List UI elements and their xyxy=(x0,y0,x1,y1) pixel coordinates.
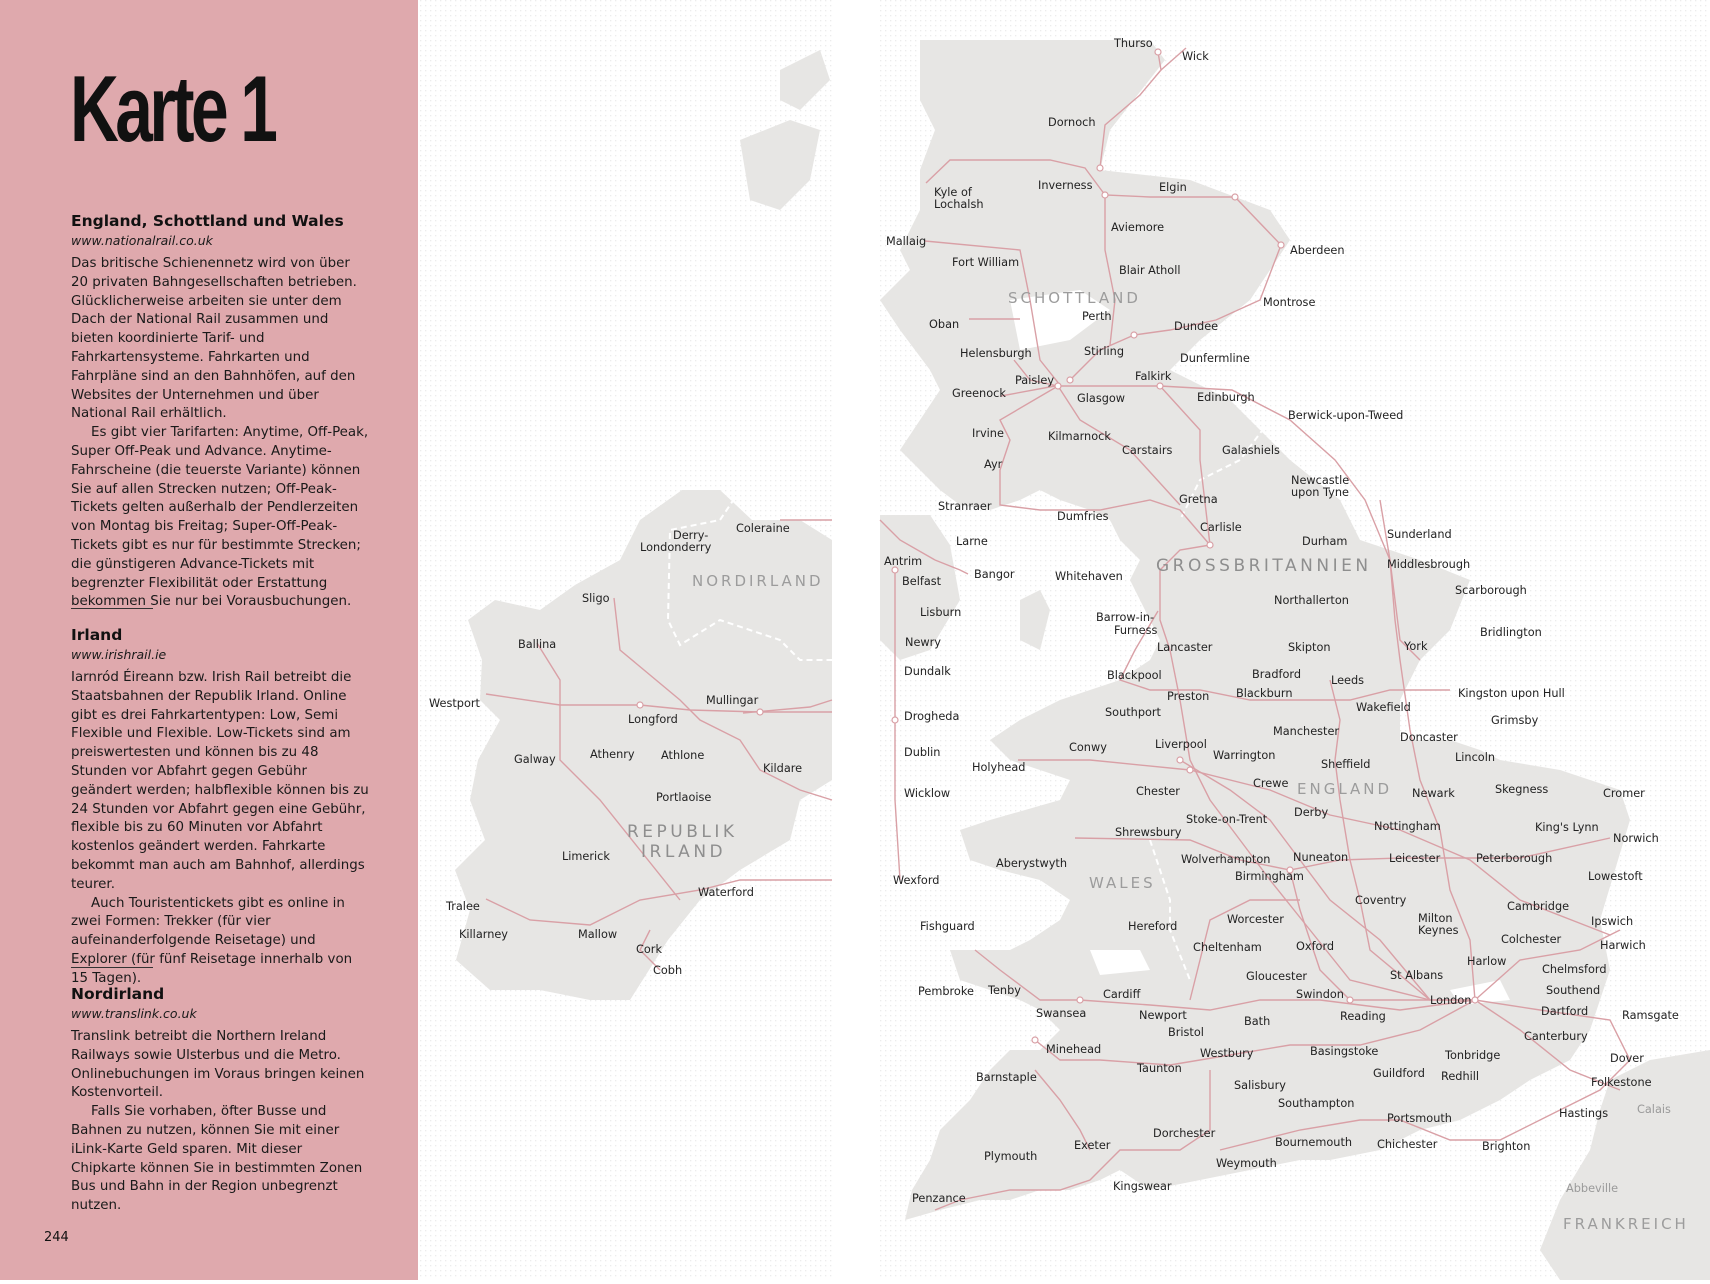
city-label: York xyxy=(1404,640,1428,653)
city-label: Dublin xyxy=(904,746,941,759)
city-label: Mallow xyxy=(578,928,618,941)
city-label: St Albans xyxy=(1390,969,1444,982)
station-marker xyxy=(1232,194,1238,200)
city-label: Tenby xyxy=(988,984,1021,997)
city-label: Milton xyxy=(1418,912,1453,925)
city-label: Newry xyxy=(905,636,941,649)
city-label: Carstairs xyxy=(1122,444,1173,457)
city-label: Basingstoke xyxy=(1310,1045,1379,1058)
city-label: Harwich xyxy=(1600,939,1646,952)
city-label: Stranraer xyxy=(938,500,992,513)
city-label: Oxford xyxy=(1296,940,1335,953)
city-label: Derry- xyxy=(673,529,709,542)
city-label: Portlaoise xyxy=(656,791,712,804)
city-label: Calais xyxy=(1637,1103,1671,1116)
city-label: Greenock xyxy=(952,387,1006,400)
city-label: Penzance xyxy=(912,1192,966,1205)
city-label: Wakefield xyxy=(1356,701,1411,714)
sidebar-panel xyxy=(0,0,418,1280)
station-marker xyxy=(1102,192,1108,198)
city-label: Wicklow xyxy=(904,787,951,800)
city-label: Lisburn xyxy=(920,606,962,619)
page-gutter xyxy=(832,0,880,1280)
city-label: Bangor xyxy=(974,568,1015,581)
city-label: Cambridge xyxy=(1507,900,1570,913)
city-label: Scarborough xyxy=(1455,584,1527,597)
city-label: Holyhead xyxy=(972,761,1026,774)
city-label: Abbeville xyxy=(1566,1182,1619,1195)
page-number: 244 xyxy=(44,1230,69,1245)
city-label: Norwich xyxy=(1613,832,1659,845)
city-label: Tonbridge xyxy=(1445,1049,1501,1062)
section-ireland xyxy=(71,625,371,989)
city-label: Leicester xyxy=(1389,852,1441,865)
section-url[interactable]: www.nationalrail.co.uk xyxy=(71,233,213,248)
city-label: Antrim xyxy=(884,555,923,568)
section-url[interactable]: www.irishrail.ie xyxy=(71,647,167,662)
city-label: Wolverhampton xyxy=(1181,853,1271,866)
city-label: Aberystwyth xyxy=(996,857,1068,870)
city-label: Newcastle xyxy=(1291,474,1350,487)
region-label: NORDIRLAND xyxy=(692,572,824,590)
city-label: Carlisle xyxy=(1200,521,1242,534)
city-label: London xyxy=(1430,994,1472,1007)
city-label: Dartford xyxy=(1541,1005,1589,1018)
city-label: Thurso xyxy=(1114,37,1153,50)
city-label: Kildare xyxy=(763,762,803,775)
city-label: Newark xyxy=(1412,787,1455,800)
station-marker xyxy=(1131,332,1137,338)
station-marker xyxy=(1157,383,1163,389)
city-label: Gretna xyxy=(1179,493,1218,506)
city-label: Redhill xyxy=(1441,1070,1480,1083)
station-marker xyxy=(757,709,763,715)
city-label: Sunderland xyxy=(1387,528,1452,541)
city-label: Exeter xyxy=(1074,1139,1111,1152)
city-label: Chelmsford xyxy=(1542,963,1607,976)
city-label: Pembroke xyxy=(918,985,974,998)
section-paragraph: Falls Sie vorhaben, öfter Busse und Bahnen zu nutzen, können Sie mit einer iLink-Karte Geld sparen. Mit dieser Chipkarte können Sie in bestimmten Zonen Bus und Bahn in der Region unbegrenzt nutzen. xyxy=(71,1104,363,1214)
city-label: Berwick-upon-Tweed xyxy=(1288,409,1404,422)
city-label: Colchester xyxy=(1501,933,1562,946)
city-label: Blackburn xyxy=(1236,687,1293,700)
section-divider xyxy=(71,608,153,609)
city-label: Westport xyxy=(429,697,480,710)
rail-map-svg xyxy=(418,0,1710,1280)
city-label: Fort William xyxy=(952,256,1020,269)
city-label: Stirling xyxy=(1084,345,1124,358)
station-marker xyxy=(1177,757,1183,763)
station-marker xyxy=(1032,1037,1038,1043)
city-label: Weymouth xyxy=(1216,1157,1277,1170)
city-label: Dorchester xyxy=(1153,1127,1216,1140)
region-label: ENGLAND xyxy=(1297,780,1393,798)
city-label: Liverpool xyxy=(1155,738,1207,751)
city-label: Perth xyxy=(1082,310,1112,323)
city-label: Wick xyxy=(1182,50,1209,63)
city-label: Bradford xyxy=(1252,668,1301,681)
city-label: Whitehaven xyxy=(1055,570,1123,583)
city-label: Blackpool xyxy=(1107,669,1162,682)
city-label: Montrose xyxy=(1263,296,1316,309)
city-label: Larne xyxy=(956,535,988,548)
city-label: Guildford xyxy=(1373,1067,1425,1080)
city-label: Londonderry xyxy=(640,541,712,554)
city-label: Lochalsh xyxy=(934,198,984,211)
city-label: Doncaster xyxy=(1400,731,1458,744)
city-label: Canterbury xyxy=(1524,1030,1588,1043)
city-label: Bridlington xyxy=(1480,626,1542,639)
city-label: Manchester xyxy=(1273,725,1340,738)
city-label: Skegness xyxy=(1495,783,1549,796)
city-label: Swansea xyxy=(1036,1007,1087,1020)
station-marker xyxy=(1278,242,1284,248)
city-label: Chester xyxy=(1136,785,1180,798)
city-label: Middlesbrough xyxy=(1387,558,1471,571)
section-paragraph: Iarnród Éireann bzw. Irish Rail betreibt die Staatsbahnen der Republik Irland. Online gibt es drei Fahrkartentypen: Low, Semi Flexible und Flexible. Low-Tickets sind am preiswertesten und können bis zu 48 Stunden vor Abfahrt gegen Gebühr geändert werden; halbflexible können bis zu 24 Stunden vor Abfahrt gegen eine Gebühr, flexible bis zu 60 Minuten vor Abfahrt kostenlos geändert werden. Fahrkarte bekommt man auch am Bahnhof, allerdings teurer. xyxy=(71,670,369,892)
city-label: Harlow xyxy=(1467,955,1507,968)
section-paragraph: Auch Touristentickets gibt es online in zwei Formen: Trekker (für vier aufeinanderfolgende Reisetage) und Explorer (für fünf Reisetage innerhalb von 15 Tagen). xyxy=(71,895,353,986)
city-label: Galway xyxy=(514,753,556,766)
city-label: Reading xyxy=(1340,1010,1386,1023)
city-label: Dornoch xyxy=(1048,116,1096,129)
city-label: Furness xyxy=(1114,624,1158,637)
city-label: Waterford xyxy=(698,886,754,899)
city-label: Lancaster xyxy=(1157,641,1213,654)
city-label: Edinburgh xyxy=(1197,391,1255,404)
city-label: Westbury xyxy=(1200,1047,1254,1060)
city-label: Skipton xyxy=(1288,641,1331,654)
city-label: Lowestoft xyxy=(1588,870,1643,883)
city-label: Dundee xyxy=(1174,320,1219,333)
city-label: Inverness xyxy=(1038,179,1093,192)
city-label: Fishguard xyxy=(920,920,975,933)
city-label: Dundalk xyxy=(904,665,951,678)
city-label: Chichester xyxy=(1377,1138,1438,1151)
city-label: Longford xyxy=(628,713,678,726)
city-label: Hastings xyxy=(1559,1107,1609,1120)
city-label: Cobh xyxy=(653,964,683,977)
station-marker xyxy=(1472,997,1478,1003)
city-label: Dunfermline xyxy=(1180,352,1250,365)
city-label: Minehead xyxy=(1046,1043,1102,1056)
section-url[interactable]: www.translink.co.uk xyxy=(71,1006,197,1021)
city-label: Folkestone xyxy=(1591,1076,1652,1089)
city-label: Coleraine xyxy=(736,522,790,535)
city-label: Bristol xyxy=(1168,1026,1204,1039)
city-label: Worcester xyxy=(1227,913,1284,926)
station-marker xyxy=(1077,997,1083,1003)
city-label: Sligo xyxy=(582,592,610,605)
city-label: Cork xyxy=(636,943,662,956)
city-label: Ballina xyxy=(518,638,557,651)
section-britain xyxy=(71,211,371,612)
city-label: Blair Atholl xyxy=(1119,264,1181,277)
city-label: Southampton xyxy=(1278,1097,1355,1110)
city-label: Cromer xyxy=(1603,787,1645,800)
city-label: Warrington xyxy=(1213,749,1276,762)
city-label: Elgin xyxy=(1159,181,1187,194)
city-label: Grimsby xyxy=(1491,714,1539,727)
station-marker xyxy=(1097,165,1103,171)
city-label: upon Tyne xyxy=(1291,486,1349,499)
city-label: Belfast xyxy=(902,575,942,588)
city-label: Hereford xyxy=(1128,920,1178,933)
city-label: Salisbury xyxy=(1234,1079,1286,1092)
city-label: Barnstaple xyxy=(976,1071,1037,1084)
city-label: Gloucester xyxy=(1246,970,1308,983)
city-label: Paisley xyxy=(1015,374,1055,387)
city-label: Bournemouth xyxy=(1275,1136,1353,1149)
city-label: Southend xyxy=(1546,984,1601,997)
city-label: Tralee xyxy=(446,900,480,913)
city-label: Portsmouth xyxy=(1387,1112,1452,1125)
station-marker xyxy=(1067,377,1073,383)
station-marker xyxy=(892,717,898,723)
city-label: Southport xyxy=(1105,706,1161,719)
city-label: Keynes xyxy=(1418,924,1459,937)
section-heading: Nordirland xyxy=(71,985,165,1003)
section-paragraph: Das britische Schienennetz wird von über 20 privaten Bahngesellschaften betrieben. Glücklicherweise arbeiten sie unter dem Dach der National Rail zusammen und bieten koordinierte Tarif- und Fahrkartensysteme. Fahrkarten und Fahrpläne sind an den Bahnhöfen, auf den Websites der Unternehmen und über National Rail erhältlich. xyxy=(71,256,357,422)
city-label: Helensburgh xyxy=(960,347,1032,360)
city-label: Leeds xyxy=(1331,674,1365,687)
city-label: Athlone xyxy=(661,749,705,762)
city-label: Irvine xyxy=(972,427,1004,440)
city-label: King's Lynn xyxy=(1535,821,1599,834)
station-marker xyxy=(637,702,643,708)
city-label: Dover xyxy=(1610,1052,1644,1065)
city-label: Derby xyxy=(1294,806,1329,819)
city-label: Brighton xyxy=(1482,1140,1531,1153)
region-label: REPUBLIK xyxy=(627,822,738,842)
city-label: Oban xyxy=(929,318,960,331)
city-label: Coventry xyxy=(1355,894,1407,907)
city-label: Cheltenham xyxy=(1193,941,1262,954)
city-label: Crewe xyxy=(1253,777,1289,790)
city-label: Nuneaton xyxy=(1293,851,1349,864)
city-label: Cardiff xyxy=(1103,988,1141,1001)
rail-map xyxy=(418,0,1710,1280)
city-label: Dumfries xyxy=(1057,510,1109,523)
city-label: Peterborough xyxy=(1476,852,1553,865)
city-label: Ipswich xyxy=(1591,915,1634,928)
station-marker xyxy=(1207,542,1213,548)
station-marker xyxy=(1347,997,1353,1003)
city-label: Shrewsbury xyxy=(1115,826,1182,839)
city-label: Falkirk xyxy=(1135,370,1172,383)
city-label: Kingston upon Hull xyxy=(1458,687,1565,700)
station-marker xyxy=(1055,383,1061,389)
region-label: IRLAND xyxy=(641,842,727,862)
section-heading: Irland xyxy=(71,626,123,644)
region-label: FRANKREICH xyxy=(1563,1215,1689,1233)
region-label: WALES xyxy=(1089,874,1156,892)
city-label: Kilmarnock xyxy=(1048,430,1111,443)
section-paragraph: Translink betreibt die Northern Ireland Railways sowie Ulsterbus und die Metro. Onlinebuchungen im Voraus bringen keinen Kostenvorteil. xyxy=(71,1029,365,1101)
city-label: Ayr xyxy=(984,458,1003,471)
section-heading: England, Schottland und Wales xyxy=(71,212,344,230)
city-label: Plymouth xyxy=(984,1150,1038,1163)
region-label: GROSSBRITANNIEN xyxy=(1156,556,1372,576)
station-marker xyxy=(1155,49,1161,55)
city-label: Taunton xyxy=(1137,1062,1182,1075)
city-label: Kyle of xyxy=(934,186,972,199)
city-label: Wexford xyxy=(893,874,940,887)
city-label: Durham xyxy=(1302,535,1348,548)
city-label: Glasgow xyxy=(1077,392,1126,405)
city-label: Birmingham xyxy=(1235,870,1304,883)
city-label: Limerick xyxy=(562,850,610,863)
page-title: Karte 1 xyxy=(70,56,275,161)
city-label: Ramsgate xyxy=(1622,1009,1679,1022)
city-label: Preston xyxy=(1167,690,1210,703)
section-paragraph: Es gibt vier Tarifarten: Anytime, Off-Peak, Super Off-Peak und Advance. Anytime-Fahrscheine (die teuerste Variante) können Sie auf allen Strecken nutzen; Off-Peak-Tickets gelten außerhalb der Pendlerzeiten von Montag bis Freitag; Super-Off-Peak-Tickets gibt es nur für bestimmte Strecken; die günstigeren Advance-Tickets mit begrenzter Flexibilität oder Erstattung bekommen Sie nur bei Vorausbuchungen. xyxy=(71,425,369,610)
city-label: Aviemore xyxy=(1111,221,1165,234)
city-label: Killarney xyxy=(459,928,508,941)
city-label: Mullingar xyxy=(706,694,759,707)
station-marker xyxy=(1187,767,1193,773)
city-label: Kingswear xyxy=(1113,1180,1172,1193)
city-label: Galashiels xyxy=(1222,444,1280,457)
city-label: Stoke-on-Trent xyxy=(1186,813,1268,826)
city-label: Drogheda xyxy=(904,710,960,723)
city-label: Nottingham xyxy=(1374,820,1441,833)
city-label: Swindon xyxy=(1296,988,1344,1001)
section-divider xyxy=(71,967,153,968)
city-label: Newport xyxy=(1139,1009,1187,1022)
city-label: Athenry xyxy=(590,748,635,761)
section-northern-ireland xyxy=(71,984,371,1216)
city-label: Lincoln xyxy=(1455,751,1496,764)
region-label: SCHOTTLAND xyxy=(1008,289,1141,307)
city-label: Barrow-in- xyxy=(1096,611,1155,624)
city-label: Conwy xyxy=(1069,741,1107,754)
city-label: Bath xyxy=(1244,1015,1271,1028)
city-label: Mallaig xyxy=(886,235,927,248)
city-label: Sheffield xyxy=(1321,758,1371,771)
city-label: Northallerton xyxy=(1274,594,1349,607)
city-label: Aberdeen xyxy=(1290,244,1345,257)
